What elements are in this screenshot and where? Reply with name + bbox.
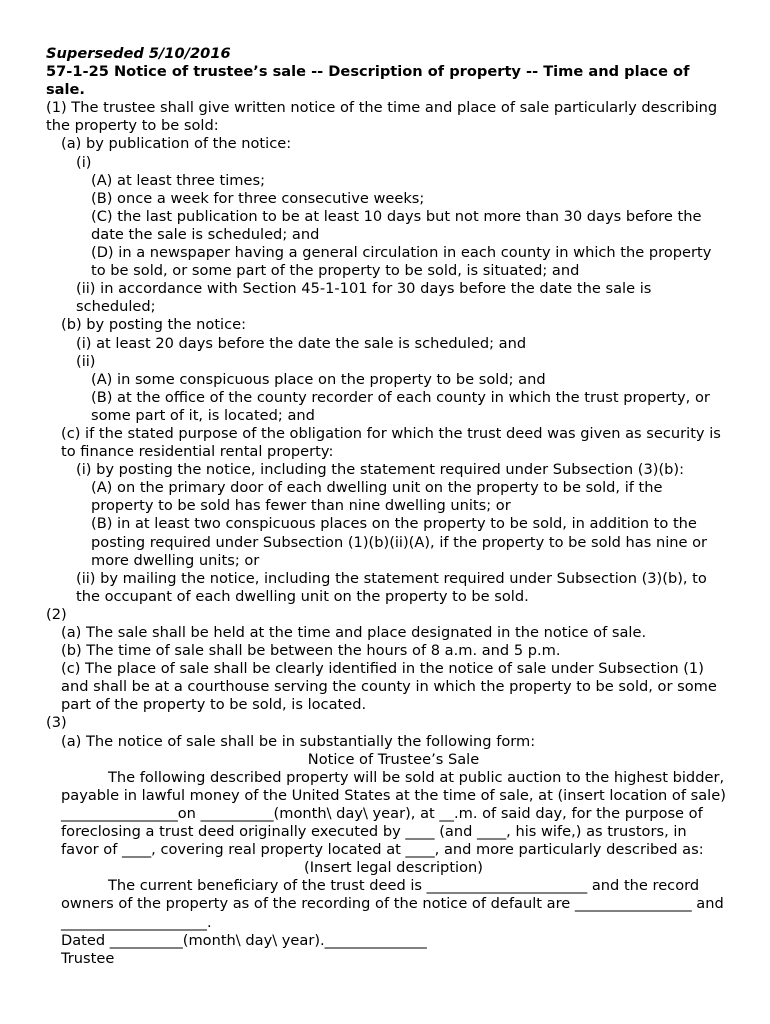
subsection-2b: (b) The time of sale shall be between the hours of 8 a.m. and 5 p.m. bbox=[61, 642, 561, 660]
subsection-1c-ii: (ii) by mailing the notice, including the statement required under Subsection (3)(b), to the occupant of each dwelling unit on the property to be sold. bbox=[76, 569, 707, 605]
subsection-1a-i-B: (B) once a week for three consecutive weeks; bbox=[91, 189, 425, 207]
subsection-1a-ii: (ii) in accordance with Section 45-1-101 for 30 days before the date the sale is scheduled; bbox=[76, 280, 652, 316]
subsection-1a-i: (i) bbox=[76, 153, 92, 171]
subsection-1c-i: (i) by posting the notice, including the statement required under Subsection (3)(b): bbox=[76, 461, 685, 479]
form-dated-line: Dated __________(month\ day\ year).______________ bbox=[61, 931, 427, 949]
subsection-3a: (a) The notice of sale shall be in substantially the following form: bbox=[61, 732, 536, 750]
subsection-1c-i-A: (A) on the primary door of each dwelling unit on the property to be sold, if the property to be sold has fewer than nine dwelling units; or bbox=[91, 479, 663, 515]
subsection-1: (1) The trustee shall give written notice of the time and place of sale particularly describing the property to be sold: bbox=[46, 99, 718, 135]
subsection-2c: (c) The place of sale shall be clearly identified in the notice of sale under Subsection (1) and shall be at a courthouse serving the county in which the property to be sold, or some part of the property to be sold, is located. bbox=[61, 660, 717, 714]
form-title: Notice of Trustee’s Sale bbox=[307, 750, 480, 768]
subsection-1a: (a) by publication of the notice: bbox=[61, 135, 292, 153]
superseded-note: Superseded 5/10/2016 bbox=[46, 45, 231, 62]
subsection-1b-ii: (ii) bbox=[76, 352, 96, 370]
subsection-1b: (b) by posting the notice: bbox=[61, 316, 247, 334]
subsection-1b-i: (i) at least 20 days before the date the sale is scheduled; and bbox=[76, 334, 527, 352]
subsection-2a: (a) The sale shall be held at the time and place designated in the notice of sale. bbox=[61, 624, 647, 641]
form-paragraph-2: The current beneficiary of the trust deed is ______________________ and the record owners of the property as of the recording of the notice of default are ________________ and ____________________. bbox=[61, 877, 724, 931]
section-heading: 57-1-25 Notice of trustee’s sale -- Description of property -- Time and place of sale. bbox=[46, 63, 690, 99]
form-trustee-label: Trustee bbox=[61, 949, 115, 967]
form-legal-description: (Insert legal description) bbox=[304, 859, 483, 877]
subsection-1b-ii-B: (B) at the office of the county recorder of each county in which the trust property, or some part of it, is located; and bbox=[91, 388, 710, 424]
form-paragraph-1: The following described property will be sold at public auction to the highest bidder, payable in lawful money of the United States at the time of sale, at (insert location of sale) ________________on __________(month\ day\ year), at __.m. of said day, for the purpose of foreclosing a trust deed originally executed by ____ (and ____, his wife,) as trustors, in favor of ____, covering real property located at ____, and more particularly described as: bbox=[61, 768, 726, 859]
subsection-1c: (c) if the stated purpose of the obligation for which the trust deed was given as security is to finance residential rental property: bbox=[61, 424, 721, 461]
subsection-1b-ii-A: (A) in some conspicuous place on the property to be sold; and bbox=[91, 370, 546, 388]
subsection-3: (3) bbox=[46, 714, 67, 732]
subsection-2: (2) bbox=[46, 605, 67, 623]
subsection-1c-i-B: (B) in at least two conspicuous places on the property to be sold, in addition to the posting required under Subsection (1)(b)(ii)(A), if the property to be sold has nine or more dwelling units; or bbox=[91, 515, 708, 569]
subsection-1a-i-C: (C) the last publication to be at least 10 days but not more than 30 days before the date the sale is scheduled; and bbox=[91, 207, 702, 243]
subsection-1a-i-A: (A) at least three times; bbox=[91, 171, 265, 189]
subsection-1a-i-D: (D) in a newspaper having a general circulation in each county in which the property to be sold, or some part of the property to be sold, is situated; and bbox=[91, 244, 712, 280]
